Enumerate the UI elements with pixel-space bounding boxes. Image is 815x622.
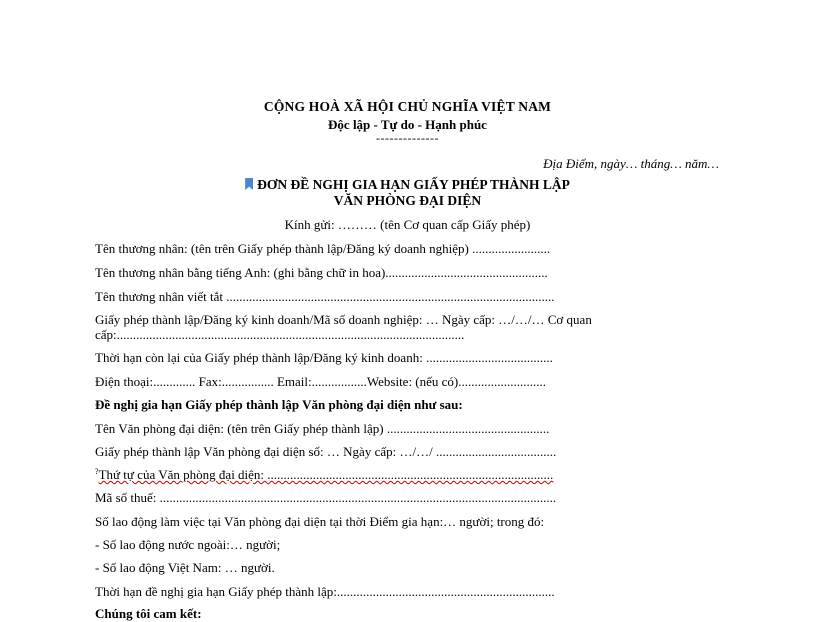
field-contact-info: Điện thoại:............. Fax:................ Email:.................Website: (nếu có)........................... <box>95 374 547 389</box>
format-mark-icon: ? <box>95 467 99 476</box>
field-license-number: Giấy phép thành lập/Đăng ký kinh doanh/Mã số doanh nghiệp: … Ngày cấp: …/…/… Cơ quan cấp:........................................................................................................... <box>95 312 592 342</box>
commitment-heading: Chúng tôi cam kết: <box>95 606 202 621</box>
field-tax-code: Mã số thuế: .......................................................................................................................... <box>95 490 557 505</box>
field-foreign-employees: - Số lao động nước ngoài:… người; <box>95 537 281 552</box>
motto: Độc lập - Tự do - Hạnh phúc <box>328 117 487 132</box>
document-title-line2: VĂN PHÒNG ĐẠI DIỆN <box>333 193 482 208</box>
field-rep-office-name: Tên Văn phòng đại diện: (tên trên Giấy phép thành lập) .................................................. <box>95 421 550 436</box>
date-place-line: Địa Điểm, ngày… tháng… năm… <box>543 156 719 171</box>
field-rep-office-license: Giấy phép thành lập Văn phòng đại diện số: … Ngày cấp: …/…/ ..................................... <box>95 444 557 459</box>
field-license-remaining-term: Thời hạn còn lại của Giấy phép thành lập/Đăng ký kinh doanh: ....................................... <box>95 350 553 365</box>
bookmark-icon <box>245 178 253 190</box>
field-employee-count: Số lao động làm việc tại Văn phòng đại diện tại thời Điểm gia hạn:… người; trong đó: <box>95 514 545 529</box>
header-divider: -------------- <box>376 131 439 145</box>
field-rep-office-order-text: Thứ tự của Văn phòng đại diện: ........................................................................................ <box>98 467 554 482</box>
recipient-line: Kính gửi: ……… (tên Cơ quan cấp Giấy phép) <box>284 217 531 232</box>
field-rep-office-order <box>95 467 553 483</box>
field-merchant-name-english: Tên thương nhân bằng tiếng Anh: (ghi bằng chữ in hoa).................................................. <box>95 265 548 280</box>
field-merchant-short-name: Tên thương nhân viết tắt ..................................................................................................... <box>95 289 555 304</box>
field-vietnamese-employees: - Số lao động Việt Nam: … người. <box>95 560 275 575</box>
document-title-text: ĐƠN ĐỀ NGHỊ GIA HẠN GIẤY PHÉP THÀNH LẬP <box>257 177 570 192</box>
section-heading: Đề nghị gia hạn Giấy phép thành lập Văn phòng đại diện như sau: <box>95 397 463 412</box>
field-extension-term: Thời hạn đề nghị gia hạn Giấy phép thành lập:................................................................... <box>95 584 555 599</box>
country-heading: CỘNG HOÀ XÃ HỘI CHỦ NGHĨA VIỆT NAM <box>263 99 552 114</box>
document-title-line1 <box>0 177 815 193</box>
field-merchant-name: Tên thương nhân: (tên trên Giấy phép thành lập/Đăng ký doanh nghiệp) ........................ <box>95 241 551 256</box>
